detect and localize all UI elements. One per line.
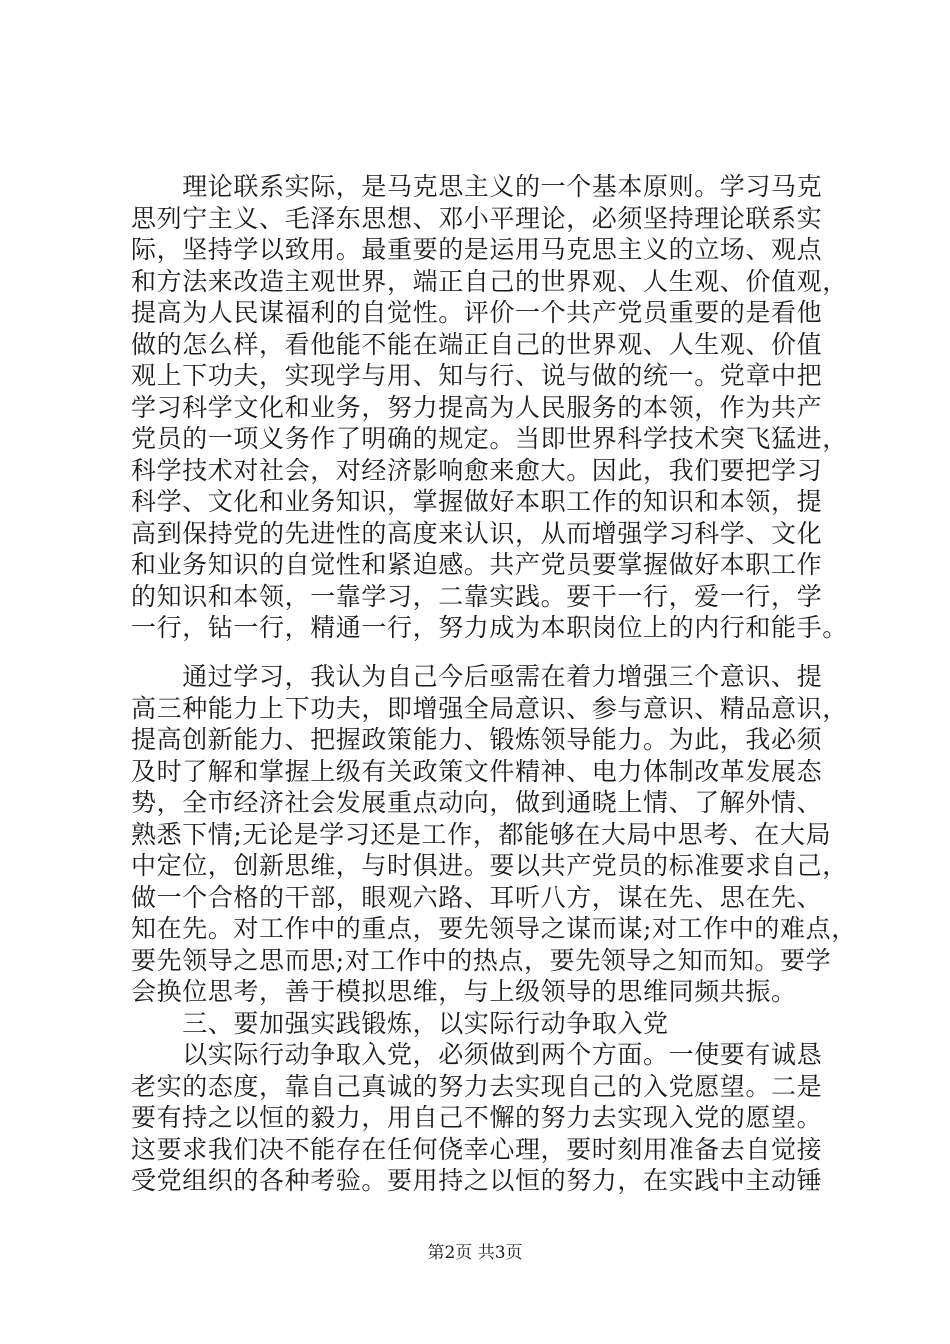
page-number-label: 第2页 共3页 (427, 1243, 523, 1263)
text-line: 受党组织的各种考验。要用持之以恒的努力，在实践中主动锤 (131, 1166, 823, 1195)
text-line: 做一个合格的干部，眼观六路、耳听八方，谋在先、思在先、 (131, 882, 823, 912)
page-footer (0, 1242, 950, 1264)
paragraph-2 (131, 661, 857, 1197)
text-line: 势，全市经济社会发展重点动向，做到通晓上情、了解外情、 (131, 788, 823, 817)
text-line: 的知识和本领，一靠学习，二靠实践。要干一行，爱一行，学 (131, 581, 823, 611)
text-line: 老实的态度，靠自己真诚的努力去实现自己的入党愿望。二是 (131, 1071, 823, 1101)
text-line: 科学、文化和业务知识，掌握做好本职工作的知识和本领，提 (131, 487, 823, 516)
section-heading: 三、要加强实践锻炼，以实际行动争取入党 (131, 1008, 669, 1038)
text-line: 及时了解和掌握上级有关政策文件精神、电力体制改革发展态 (131, 756, 823, 786)
text-line: 要先领导之思而思;对工作中的热点，要先领导之知而知。要学 (131, 945, 832, 975)
text-line: 际，坚持学以致用。最重要的是运用马克思主义的立场、观点 (131, 235, 823, 264)
text-line: 以实际行动争取入党，必须做到两个方面。一使要有诚恳 (131, 1040, 823, 1069)
text-line: 高到保持党的先进性的高度来认识，从而增强学习科学、文化 (131, 518, 823, 548)
text-line: 学习科学文化和业务，努力提高为人民服务的本领，作为共产 (131, 392, 823, 422)
text-line: 高三种能力上下功夫，即增强全局意识、参与意识、精品意识， (131, 693, 848, 723)
text-line: 和方法来改造主观世界，端正自己的世界观、人生观、价值观， (131, 266, 848, 296)
text-line: 提高为人民谋福利的自觉性。评价一个共产党员重要的是看他 (131, 298, 823, 327)
text-line: 做的怎么样，看他能不能在端正自己的世界观、人生观、价值 (131, 329, 823, 359)
paragraph-1 (131, 171, 848, 644)
text-line: 和业务知识的自觉性和紧迫感。共产党员要掌握做好本职工作 (131, 550, 823, 579)
text-line: 一行，钻一行，精通一行，努力成为本职岗位上的内行和能手。 (131, 613, 848, 642)
text-line: 熟悉下情;无论是学习还是工作，都能够在大局中思考、在大局 (131, 819, 832, 849)
text-line: 思列宁主义、毛泽东思想、邓小平理论，必须坚持理论联系实 (131, 203, 823, 233)
text-line: 会换位思考，善于模拟思维，与上级领导的思维同频共振。 (131, 977, 797, 1006)
text-line: 提高创新能力、把握政策能力、锻炼领导能力。为此，我必须 (131, 725, 823, 754)
text-line: 要有持之以恒的毅力，用自己不懈的努力去实现入党的愿望。 (131, 1103, 823, 1132)
text-line: 这要求我们决不能存在任何侥幸心理，要时刻用准备去自觉接 (131, 1134, 823, 1164)
text-line: 中定位，创新思维，与时俱进。要以共产党员的标准要求自己， (131, 851, 848, 880)
text-line: 科学技术对社会，对经济影响愈来愈大。因此，我们要把学习 (131, 455, 823, 485)
text-line: 通过学习，我认为自己今后亟需在着力增强三个意识、提 (131, 662, 823, 691)
text-line: 知在先。对工作中的重点，要先领导之谋而谋;对工作中的难点， (131, 914, 857, 943)
text-line: 观上下功夫，实现学与用、知与行、说与做的统一。党章中把 (131, 361, 823, 390)
text-line: 理论联系实际，是马克思主义的一个基本原则。学习马克 (131, 172, 823, 201)
text-line: 党员的一项义务作了明确的规定。当即世界科学技术突飞猛进， (131, 424, 848, 453)
